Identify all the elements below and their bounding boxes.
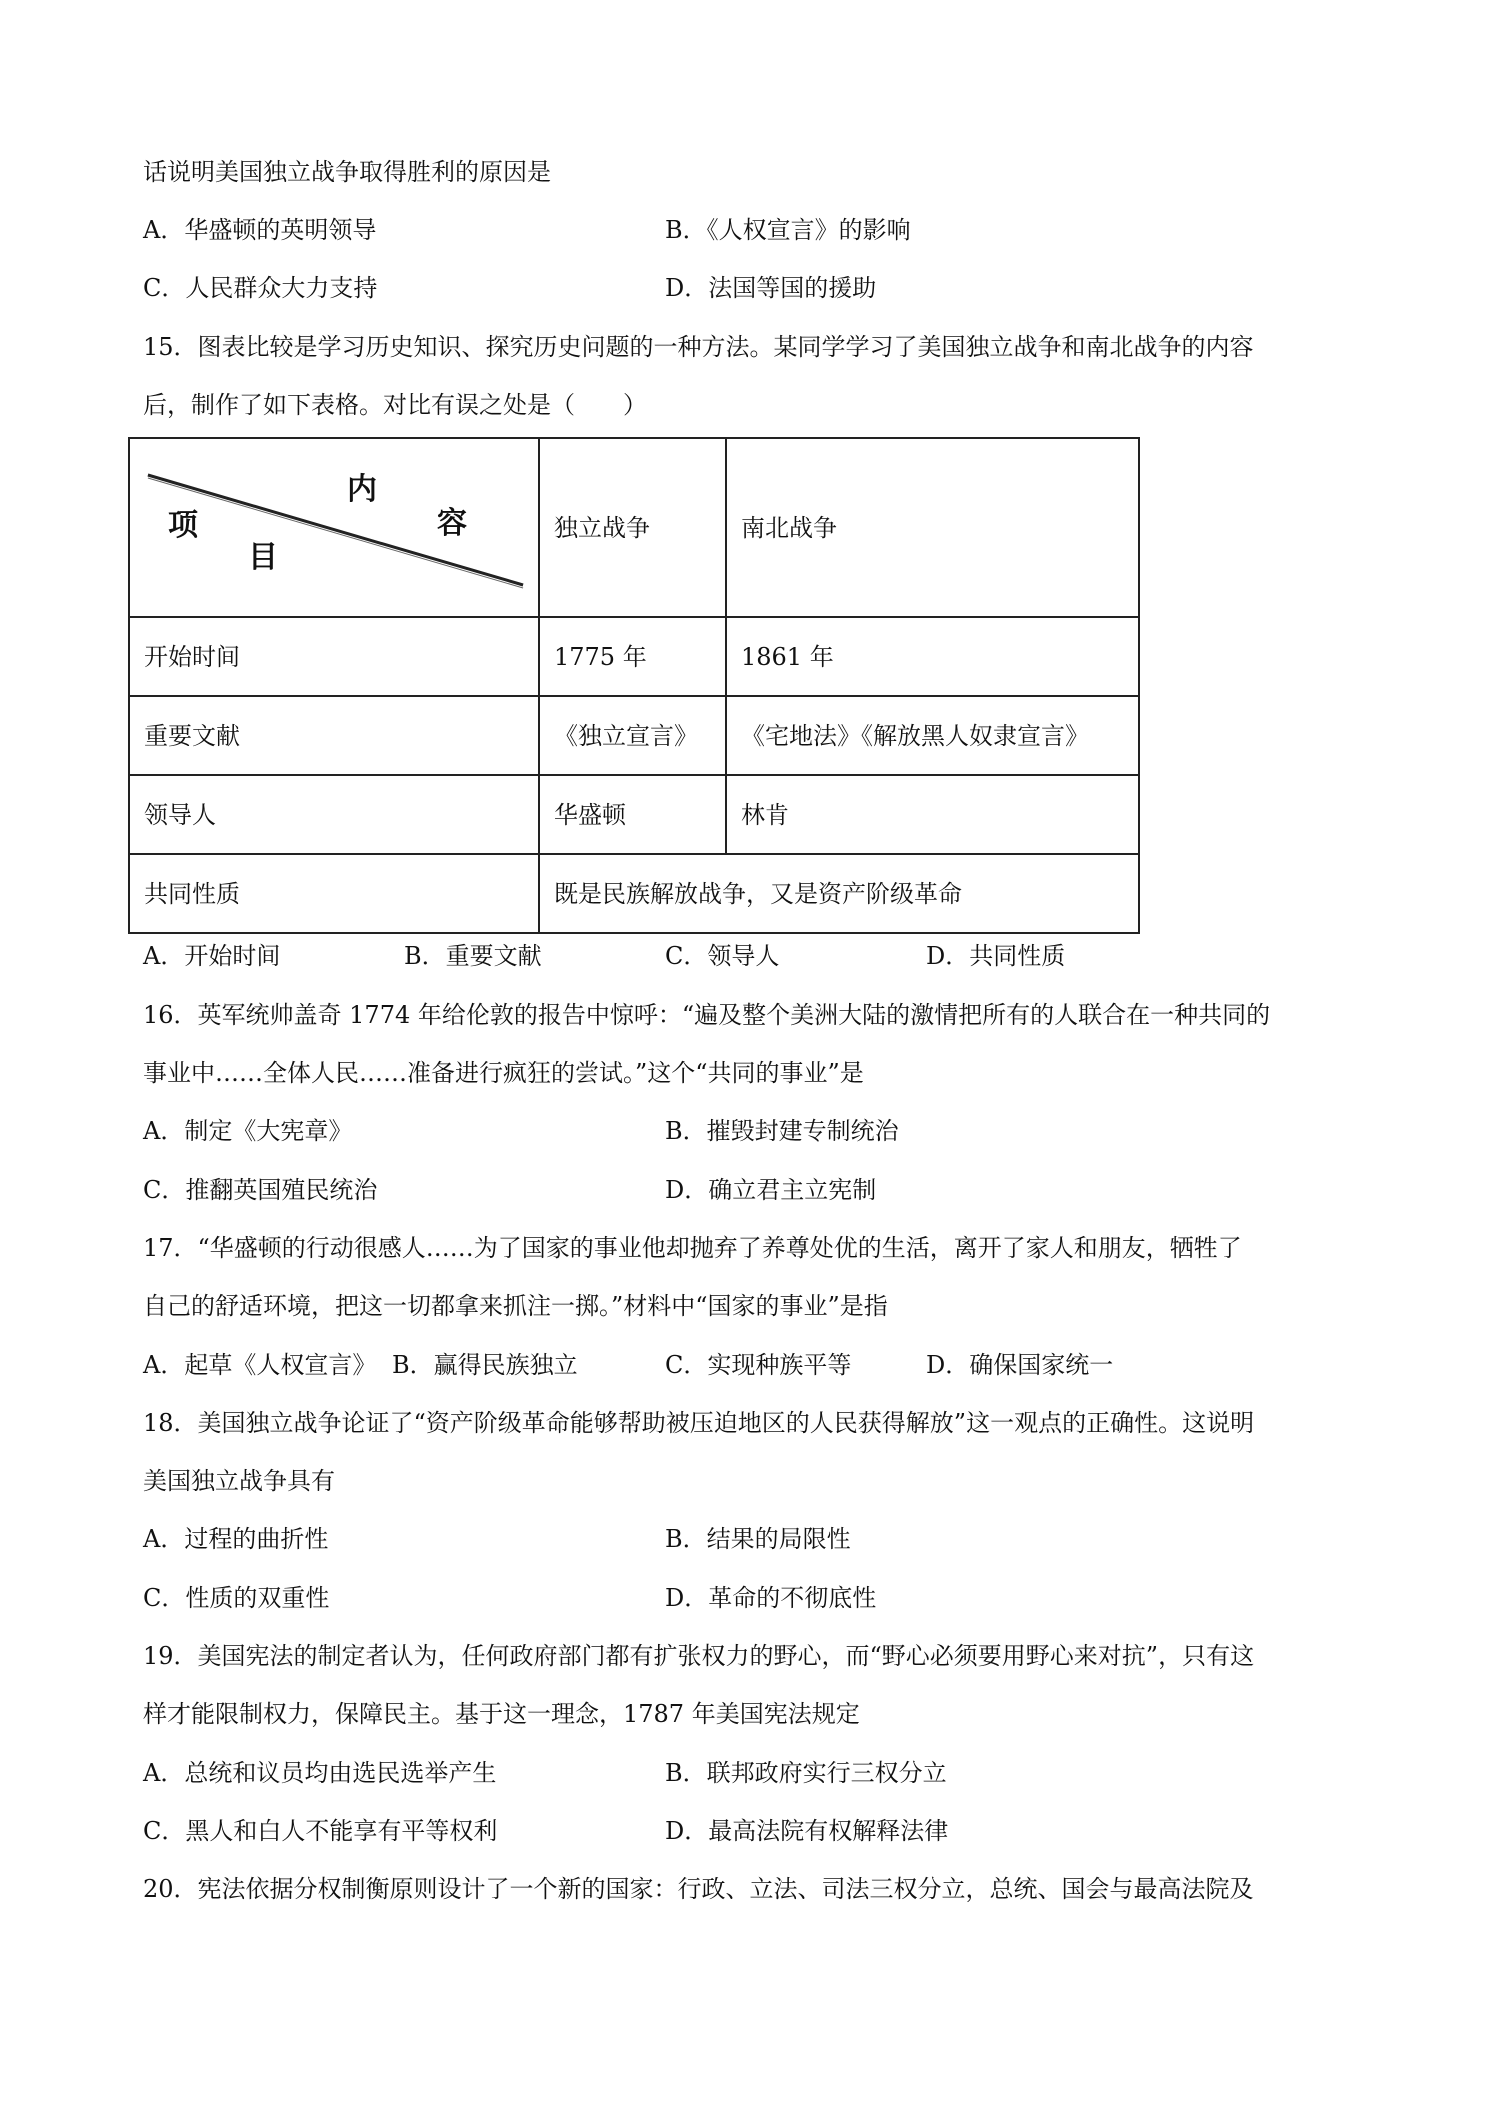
table-row [129,617,1139,696]
header-independence-war: 独立战争 [539,438,726,617]
row-label: 重要文献 [129,696,539,775]
q16-stem-line-2: 事业中……全体人民……准备进行疯狂的尝试。”这个“共同的事业”是 [143,1059,864,1087]
q15-option-b[interactable]: B．重要文献 [404,942,542,970]
q16-option-c[interactable]: C．推翻英国殖民统治 [143,1176,378,1204]
q16-option-b[interactable]: B．摧毁封建专制统治 [665,1117,899,1145]
q15-stem-line-2: 后，制作了如下表格。对比有误之处是（ ） [143,391,647,419]
q16-stem-line-1: 16．英军统帅盖奇 1774 年给伦敦的报告中惊呼：“遍及整个美洲大陆的激情把所有的人联合在一种共同的 [143,1001,1271,1029]
table-row [129,696,1139,775]
q15-option-c[interactable]: C．领导人 [665,942,780,970]
q15-stem-line-1: 15．图表比较是学习历史知识、探究历史问题的一种方法。某同学学习了美国独立战争和南北战争的内容 [143,333,1254,361]
q18-stem-line-1: 18．美国独立战争论证了“资产阶级革命能够帮助被压迫地区的人民获得解放”这一观点的正确性。这说明 [143,1409,1255,1437]
row-label: 共同性质 [129,854,539,933]
q14-stem-tail: 话说明美国独立战争取得胜利的原因是 [143,158,551,186]
q19-option-b[interactable]: B．联邦政府实行三权分立 [665,1759,947,1787]
table-cell: 1775 年 [539,617,726,696]
table-cell: 林肯 [726,775,1139,854]
comparison-table [128,437,1140,934]
q17-option-d[interactable]: D．确保国家统一 [926,1351,1114,1379]
q19-stem-line-1: 19．美国宪法的制定者认为，任何政府部门都有扩张权力的野心，而“野心必须要用野心来对抗”，只有这 [143,1642,1255,1670]
q20-stem-line-1: 20．宪法依据分权制衡原则设计了一个新的国家：行政、立法、司法三权分立，总统、国会与最高法院及 [143,1875,1254,1903]
q14-option-b[interactable]: B．《人权宣言》的影响 [665,216,911,244]
q19-option-d[interactable]: D．最高法院有权解释法律 [665,1817,949,1845]
table-row-merged [129,854,1139,933]
corner-label-rong: 容 [437,506,467,541]
q17-option-b[interactable]: B．赢得民族独立 [392,1351,578,1379]
q19-stem-line-2: 样才能限制权力，保障民主。基于这一理念，1787 年美国宪法规定 [143,1700,860,1728]
q17-option-a[interactable]: A．起草《人权宣言》 [143,1351,377,1379]
q14-option-a[interactable]: A．华盛顿的英明领导 [143,216,377,244]
q19-option-c[interactable]: C．黑人和白人不能享有平等权利 [143,1817,498,1845]
row-label: 领导人 [129,775,539,854]
q16-option-a[interactable]: A．制定《大宪章》 [143,1117,353,1145]
corner-label-xiang: 项 [168,508,198,543]
q14-option-d[interactable]: D．法国等国的援助 [665,274,877,302]
diagonal-header-cell [129,438,539,617]
q15-option-a[interactable]: A．开始时间 [143,942,281,970]
corner-label-nei: 内 [347,472,377,507]
q17-stem-line-1: 17．“华盛顿的行动很感人……为了国家的事业他却抛弃了养尊处优的生活，离开了家人和朋友，牺牲了 [143,1234,1242,1262]
q17-stem-line-2: 自己的舒适环境，把这一切都拿来抓注一掷。”材料中“国家的事业”是指 [143,1292,888,1320]
table-cell: 《宅地法》《解放黑人奴隶宣言》 [726,696,1139,775]
table-header-row [129,438,1139,617]
q14-option-c[interactable]: C．人民群众大力支持 [143,274,378,302]
q18-option-a[interactable]: A．过程的曲折性 [143,1525,329,1553]
q15-option-d[interactable]: D．共同性质 [926,942,1066,970]
header-civil-war: 南北战争 [726,438,1139,617]
table-cell: 华盛顿 [539,775,726,854]
q18-option-c[interactable]: C．性质的双重性 [143,1584,330,1612]
table-row [129,775,1139,854]
q18-option-b[interactable]: B．结果的局限性 [665,1525,851,1553]
q17-option-c[interactable]: C．实现种族平等 [665,1351,852,1379]
q19-option-a[interactable]: A．总统和议员均由选民选举产生 [143,1759,497,1787]
table-cell: 《独立宣言》 [539,696,726,775]
q18-stem-line-2: 美国独立战争具有 [143,1467,335,1495]
merged-cell: 既是民族解放战争，又是资产阶级革命 [539,854,1139,933]
q18-option-d[interactable]: D．革命的不彻底性 [665,1584,877,1612]
corner-label-mu: 目 [248,540,278,575]
row-label: 开始时间 [129,617,539,696]
table-cell: 1861 年 [726,617,1139,696]
q16-option-d[interactable]: D．确立君主立宪制 [665,1176,877,1204]
